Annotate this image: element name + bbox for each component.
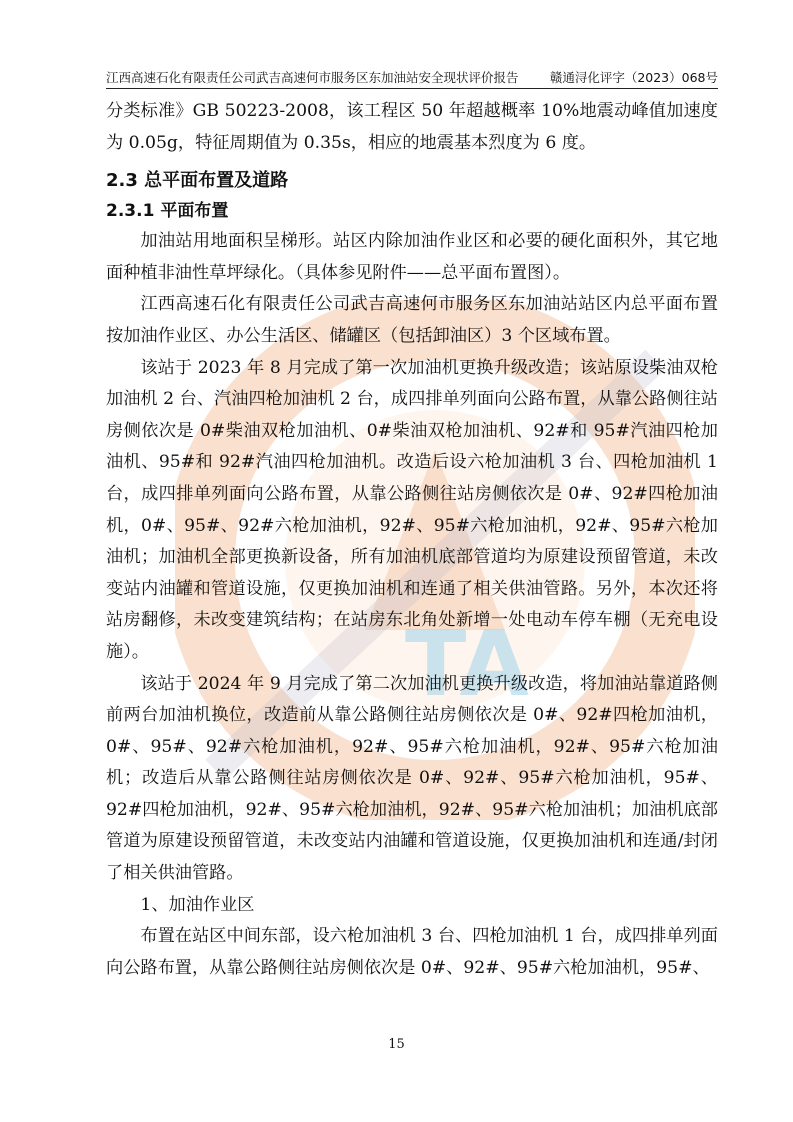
- svg-text:TA: TA: [405, 612, 530, 717]
- section-heading-2-3-1: 2.3.1 平面布置: [106, 201, 229, 222]
- paragraph-site-area: 加油站用地面积呈梯形。站区内除加油作业区和必要的硬化面积外，其它地面种植非油性草坪绿化。（具体参见附件——总平面布置图）。: [106, 231, 718, 283]
- header-document-number: 赣通浔化评字（2023）068号: [549, 70, 718, 85]
- paragraph-first-upgrade: 该站于 2023 年 8 月完成了第一次加油机更换升级改造；该站原设柴油双枪加油机 2 台、汽油四枪加油机 2 台，成四排单列面向公路布置，从靠公路侧往站房侧依次是 0#柴油双枪加油机、0#柴油双枪加油机、92#和 95#汽油四枪加油机、95#和 92#汽油四枪加油机。改造后设六枪加油机 3 台、四枪加油机 1 台，成四排单列面向公路布置，从靠公路侧往站房侧依次是 0#、92#四枪加油机，0#、95#、92#六枪加油机，92#、95#六枪加油机，92#、95#六枪加油机；加油机全部更换新设备，所有加油机底部管道均为原建设预留管道，未改变站内油罐和管道设施，仅更换加油机和连通了相关供油管路。另外，本次还将站房翻修，未改变建筑结构；在站房东北角处新增一处电动车停车棚（无充电设施）。: [106, 357, 718, 662]
- header-report-title: 江西高速石化有限责任公司武吉高速何市服务区东加油站安全现状评价报告: [106, 70, 519, 85]
- document-body: [106, 96, 718, 984]
- paragraph-layout-zones: 江西高速石化有限责任公司武吉高速何市服务区东加油站站区内总平面布置按加油作业区、办公生活区、储罐区（包括卸油区）3 个区域布置。: [106, 294, 718, 346]
- paragraph-seismic: 分类标准》GB 50223-2008，该工程区 50 年超越概率 10%地震动峰值加速度为 0.05g，特征周期值为 0.35s，相应的地震基本烈度为 6 度。: [106, 101, 718, 153]
- list-item-refueling-area: 1、加油作业区: [140, 894, 255, 915]
- paragraph-refueling-area-layout: 布置在站区中间东部，设六枪加油机 3 台、四枪加油机 1 台，成四排单列面向公路布置，从靠公路侧往站房侧依次是 0#、92#、95#六枪加油机，95#、: [106, 926, 718, 978]
- page-number: 15: [388, 1037, 405, 1052]
- page-header: [106, 66, 718, 89]
- paragraph-second-upgrade: 该站于 2024 年 9 月完成了第二次加油机更换升级改造，将加油站靠道路侧前两台加油机换位，改造前从靠公路侧往站房侧依次是 0#、92#四枪加油机，0#、95#、92#六枪加油机，92#、95#六枪加油机，92#、95#六枪加油机；改造后从靠公路侧往站房侧依次是 0#、92#、95#六枪加油机，95#、92#四枪加油机，92#、95#六枪加油机，92#、95#六枪加油机；加油机底部管道为原建设预留管道，未改变站内油罐和管道设施，仅更换加油机和连通/封闭了相关供油管路。: [106, 673, 718, 884]
- section-heading-2-3: 2.3 总平面布置及道路: [106, 170, 289, 192]
